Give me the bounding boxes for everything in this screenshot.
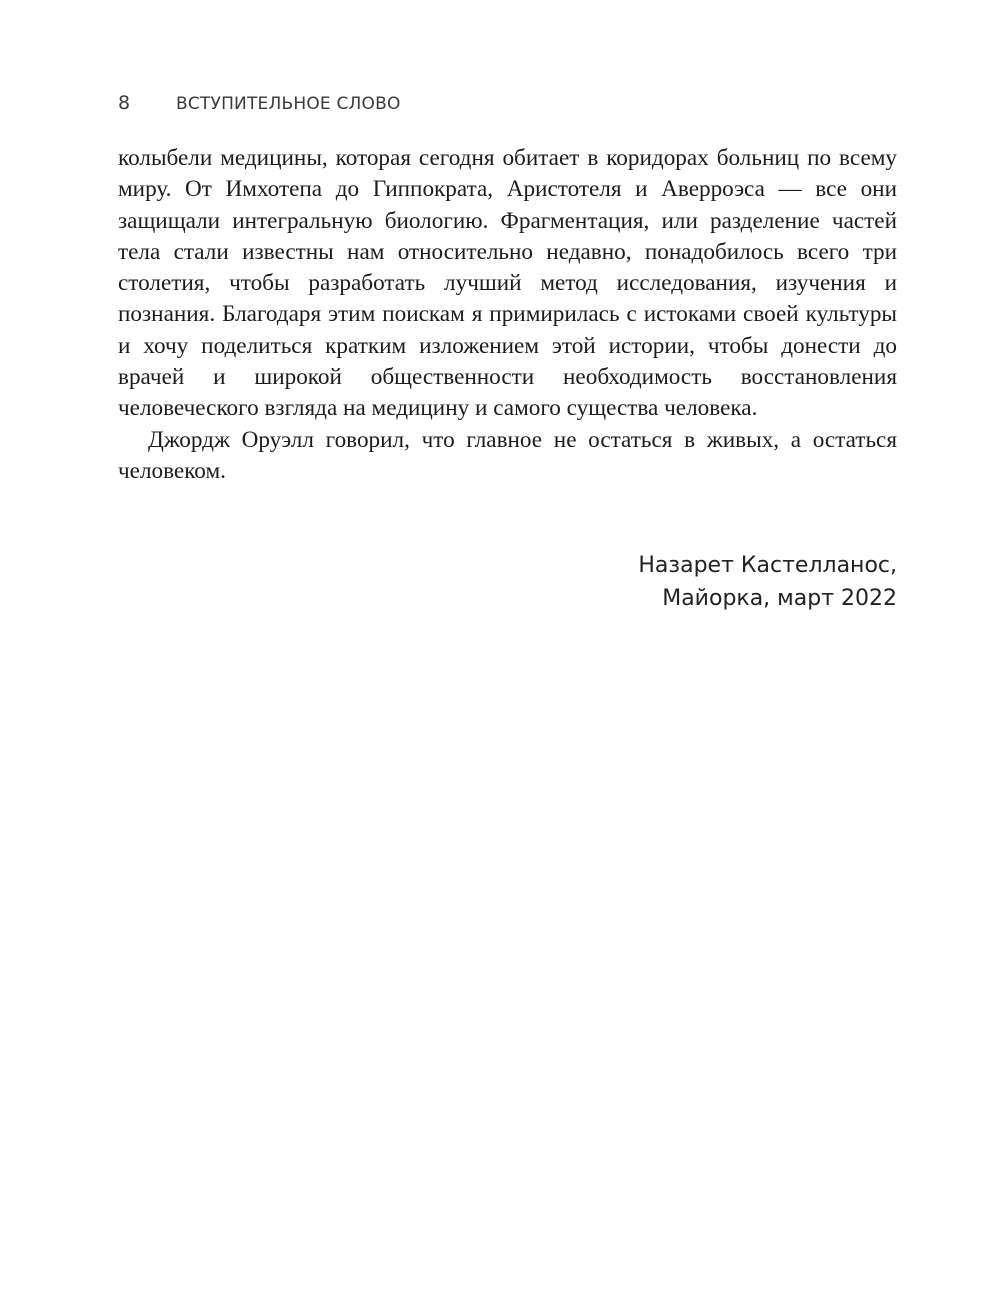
main-text	[118, 143, 897, 487]
page-number: 8	[118, 92, 131, 114]
signature-block	[638, 549, 897, 615]
paragraph-1: колыбели медицины, которая сегодня обитает в коридорах больниц по всему миру. От Имхотепа до Гиппократа, Аристотеля и Аверроэса — все они защищали интегральную биологию. Фрагментация, или разделение частей тела стали известны нам относительно недавно, понадобилось всего три столетия, чтобы разработать лучший метод исследования, изучения и познания. Благодаря этим поискам я примирилась с истоками своей культуры и хочу поделиться кратким изложением этой истории, чтобы донести до врачей и широкой общественности необходимость восстановления человеческого взгляда на медицину и самого существа человека.	[118, 145, 897, 422]
running-header	[118, 92, 401, 118]
paragraph-2: Джордж Оруэлл говорил, что главное не остаться в живых, а остаться человеком.	[118, 426, 897, 484]
running-title: ВСТУПИТЕЛЬНОЕ СЛОВО	[176, 94, 401, 114]
signature-author: Назарет Кастелланос,	[638, 553, 897, 578]
signature-place-date: Майорка, март 2022	[662, 586, 897, 611]
